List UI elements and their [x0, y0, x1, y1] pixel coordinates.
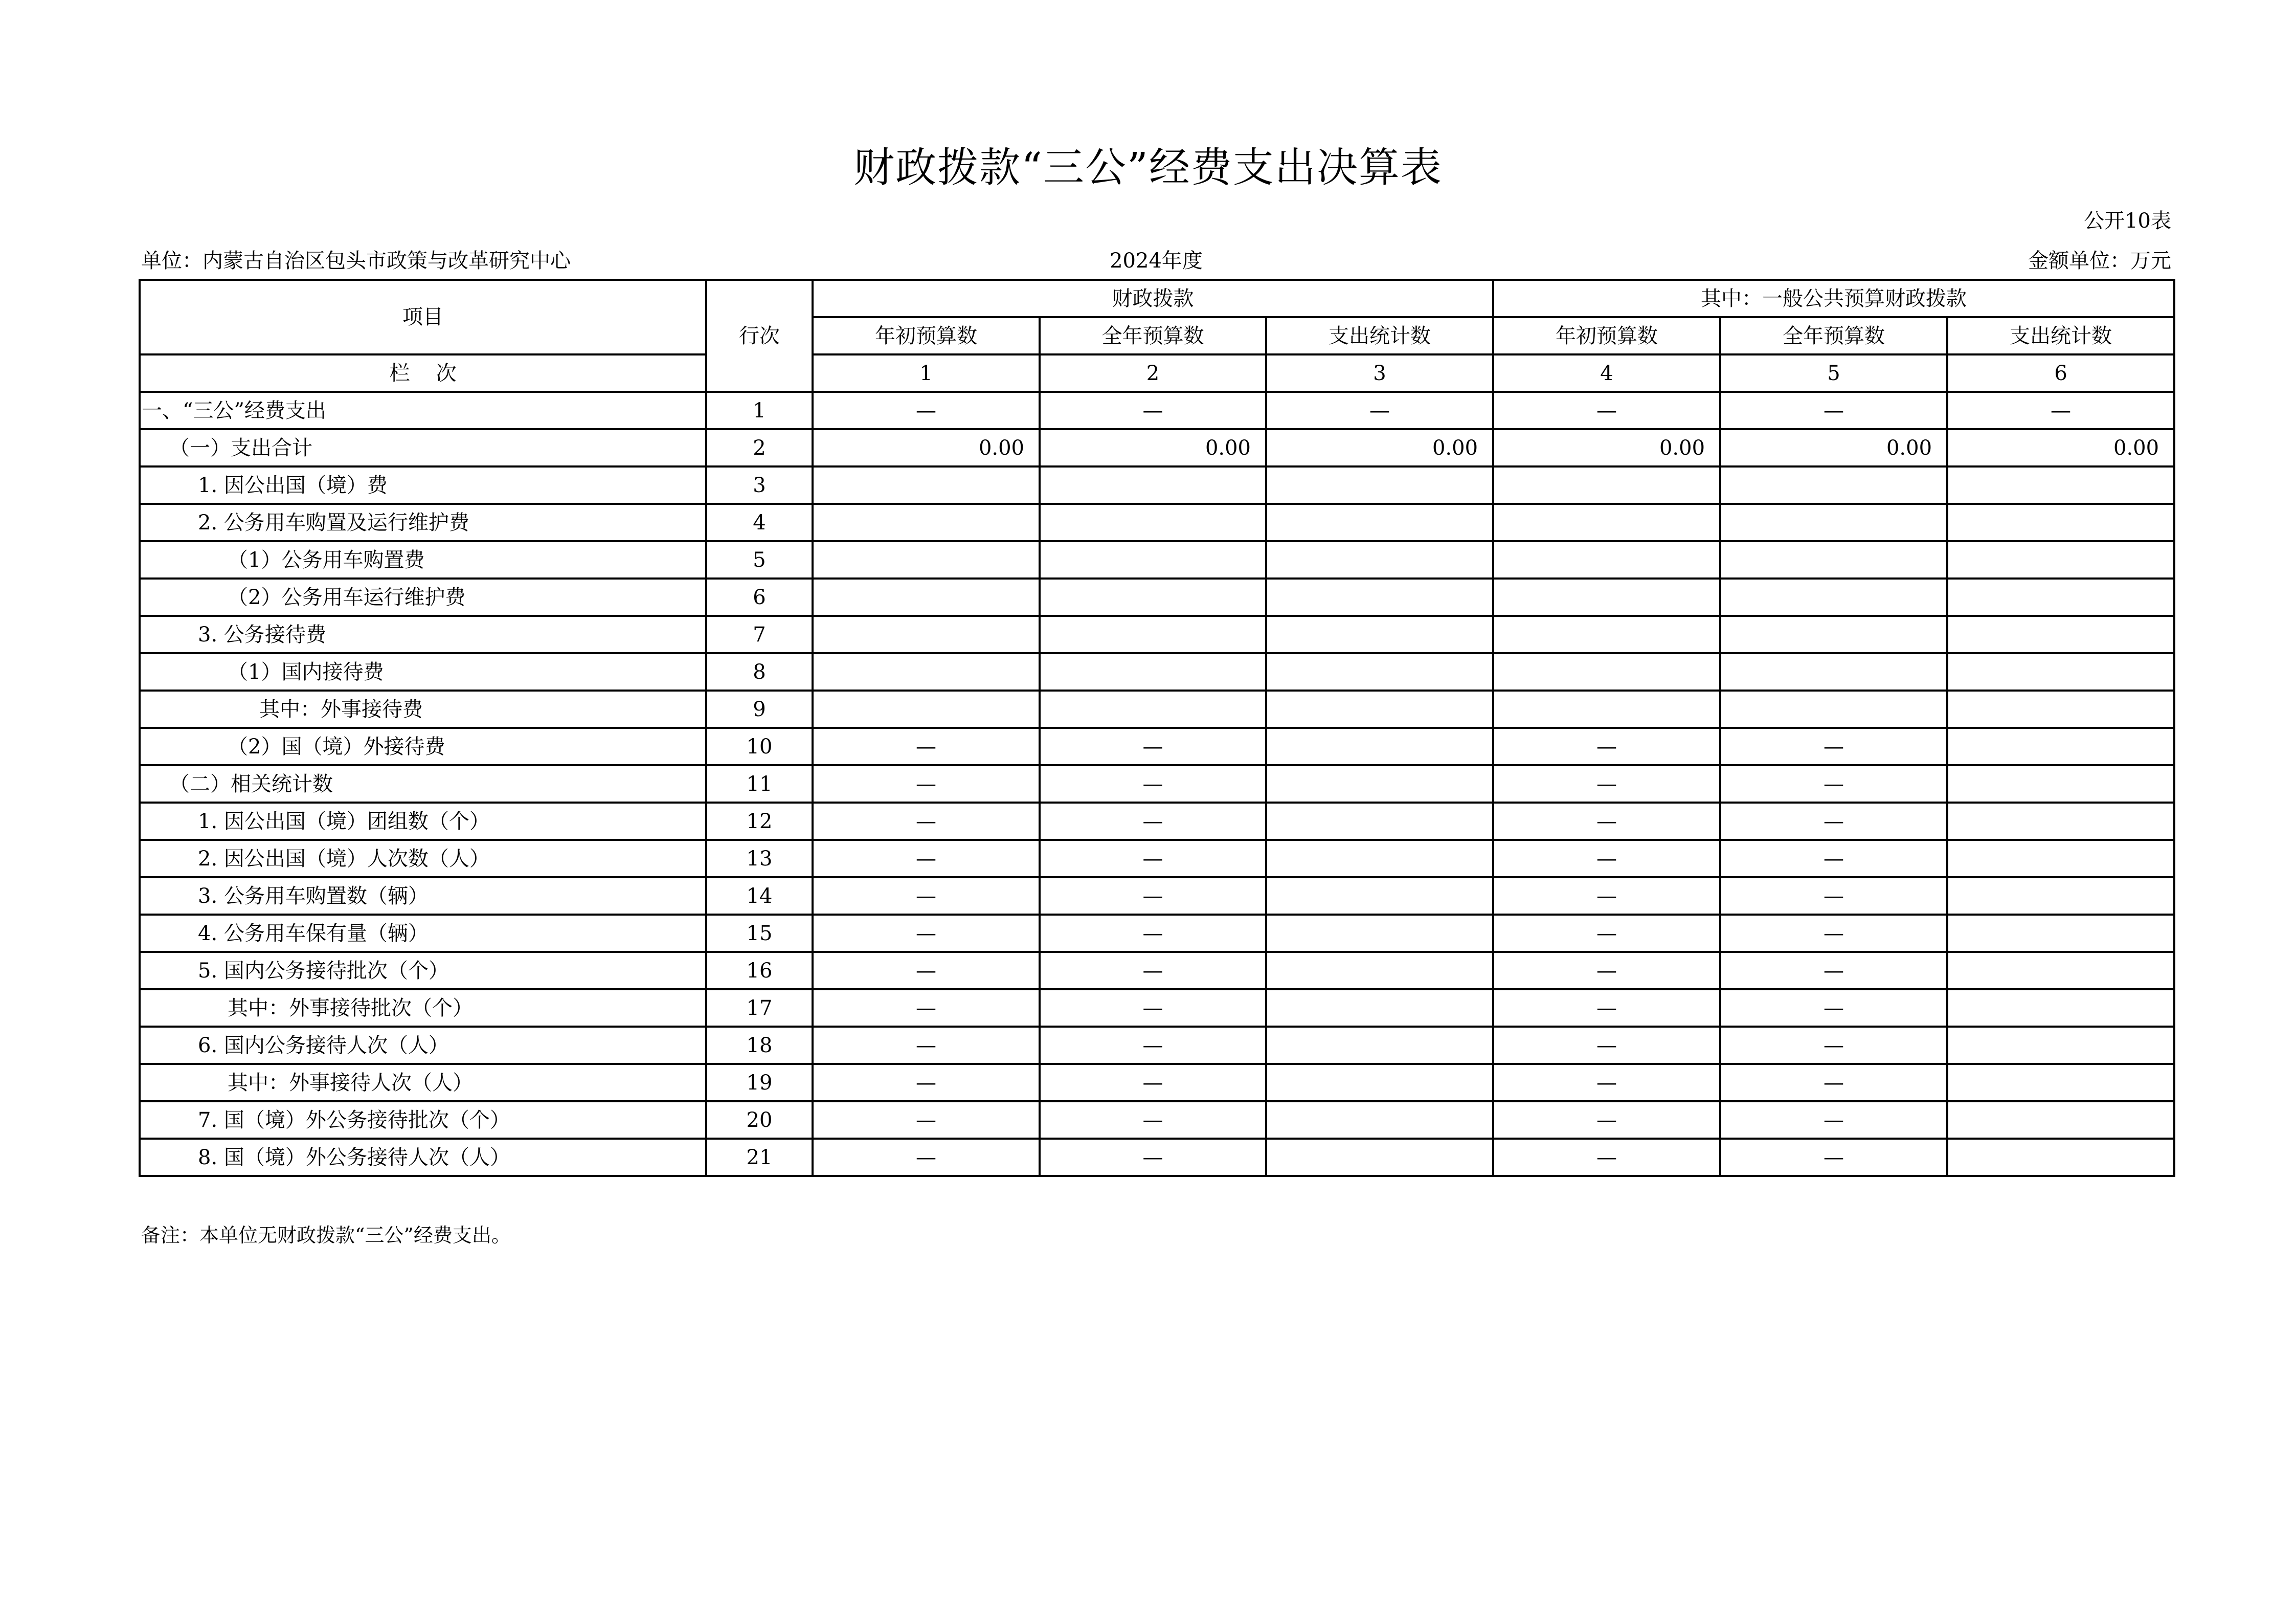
value-cell	[1947, 989, 2174, 1027]
value-cell	[1947, 616, 2174, 653]
value-cell	[1947, 803, 2174, 840]
table-row	[140, 877, 2174, 915]
value-cell: —	[1720, 803, 1947, 840]
table-row	[140, 989, 2174, 1027]
value-cell	[1266, 803, 1493, 840]
table-row	[140, 504, 2174, 541]
row-label: 2. 公务用车购置及运行维护费	[140, 504, 706, 541]
row-number: 21	[706, 1139, 813, 1176]
value-cell	[1493, 616, 1720, 653]
value-cell: —	[1040, 803, 1266, 840]
row-label: 7. 国（境）外公务接待批次（个）	[140, 1101, 706, 1139]
value-cell: —	[1720, 1101, 1947, 1139]
value-cell	[1720, 579, 1947, 616]
value-cell: —	[1720, 1027, 1947, 1064]
header-col-4: 年初预算数	[1493, 317, 1720, 354]
year-label: 2024年度	[1110, 249, 1203, 273]
value-cell	[1266, 579, 1493, 616]
value-cell	[1947, 1101, 2174, 1139]
value-cell: —	[813, 728, 1040, 765]
value-cell	[813, 653, 1040, 691]
value-cell	[813, 466, 1040, 504]
value-cell	[1720, 691, 1947, 728]
value-cell	[1040, 541, 1266, 579]
value-cell	[813, 504, 1040, 541]
value-cell: —	[1040, 915, 1266, 952]
value-cell: —	[1493, 1027, 1720, 1064]
value-cell: —	[1266, 392, 1493, 429]
row-number: 17	[706, 989, 813, 1027]
row-label: 2. 因公出国（境）人次数（人）	[140, 840, 706, 877]
row-label: 5. 国内公务接待批次（个）	[140, 952, 706, 989]
row-label: 一、“三公”经费支出	[140, 392, 706, 429]
value-cell	[1266, 541, 1493, 579]
value-cell: —	[1493, 803, 1720, 840]
meta-row	[141, 247, 2171, 275]
unit-label: 单位：内蒙古自治区包头市政策与改革研究中心	[141, 249, 571, 273]
row-label: 6. 国内公务接待人次（人）	[140, 1027, 706, 1064]
table-row	[140, 803, 2174, 840]
value-cell	[1947, 504, 2174, 541]
row-number: 7	[706, 616, 813, 653]
value-cell: —	[1493, 1139, 1720, 1176]
header-group-fiscal: 财政拨款	[813, 280, 1493, 317]
value-cell: —	[1720, 728, 1947, 765]
value-cell	[1266, 1064, 1493, 1101]
page-title: 财政拨款“三公”经费支出决算表	[853, 144, 1443, 191]
value-cell: —	[1947, 392, 2174, 429]
col-num-3: 3	[1266, 354, 1493, 392]
value-cell	[1040, 691, 1266, 728]
row-label: 其中：外事接待批次（个）	[140, 989, 706, 1027]
row-number: 11	[706, 765, 813, 803]
value-cell: —	[1040, 1139, 1266, 1176]
row-label: （二）相关统计数	[140, 765, 706, 803]
value-cell: —	[813, 1139, 1040, 1176]
amount-unit-label: 金额单位：万元	[2028, 249, 2171, 273]
value-cell	[1266, 653, 1493, 691]
value-cell	[1040, 653, 1266, 691]
value-cell: —	[1493, 392, 1720, 429]
table-row	[140, 392, 2174, 429]
row-label: （1）公务用车购置费	[140, 541, 706, 579]
value-cell	[1720, 541, 1947, 579]
value-cell: 0.00	[1266, 429, 1493, 466]
row-number: 18	[706, 1027, 813, 1064]
header-row-no: 行次	[706, 280, 813, 392]
value-cell: —	[1720, 840, 1947, 877]
row-label: （1）国内接待费	[140, 653, 706, 691]
col-num-6: 6	[1947, 354, 2174, 392]
value-cell: —	[1493, 840, 1720, 877]
table-row	[140, 429, 2174, 466]
col-num-2: 2	[1040, 354, 1266, 392]
row-label: 4. 公务用车保有量（辆）	[140, 915, 706, 952]
value-cell: —	[1720, 765, 1947, 803]
row-label: 1. 因公出国（境）团组数（个）	[140, 803, 706, 840]
value-cell	[1947, 765, 2174, 803]
row-label: 8. 国（境）外公务接待人次（人）	[140, 1139, 706, 1176]
row-number: 9	[706, 691, 813, 728]
table-row	[140, 616, 2174, 653]
table-row	[140, 1064, 2174, 1101]
value-cell	[1266, 691, 1493, 728]
value-cell: —	[813, 765, 1040, 803]
row-number: 16	[706, 952, 813, 989]
value-cell	[1266, 915, 1493, 952]
header-row-3	[140, 354, 2174, 392]
value-cell: —	[813, 952, 1040, 989]
value-cell: —	[1040, 392, 1266, 429]
table-row	[140, 653, 2174, 691]
table-row	[140, 579, 2174, 616]
table-row	[140, 1027, 2174, 1064]
row-number: 12	[706, 803, 813, 840]
form-number: 公开10表	[2084, 209, 2171, 233]
table-row	[140, 541, 2174, 579]
value-cell	[1720, 616, 1947, 653]
value-cell: —	[813, 915, 1040, 952]
value-cell	[1493, 504, 1720, 541]
value-cell	[1266, 952, 1493, 989]
value-cell: —	[813, 803, 1040, 840]
expense-table	[139, 279, 2175, 1177]
table-row	[140, 691, 2174, 728]
col-num-5: 5	[1720, 354, 1947, 392]
value-cell	[1266, 504, 1493, 541]
value-cell	[1266, 765, 1493, 803]
value-cell: —	[1493, 1101, 1720, 1139]
value-cell	[1720, 466, 1947, 504]
row-number: 14	[706, 877, 813, 915]
row-label: （一）支出合计	[140, 429, 706, 466]
value-cell: —	[1720, 1064, 1947, 1101]
value-cell	[1266, 1139, 1493, 1176]
value-cell	[1266, 616, 1493, 653]
header-col-6: 支出统计数	[1947, 317, 2174, 354]
value-cell: —	[1493, 728, 1720, 765]
value-cell	[1947, 541, 2174, 579]
value-cell	[1266, 728, 1493, 765]
table-row	[140, 728, 2174, 765]
row-number: 20	[706, 1101, 813, 1139]
value-cell	[1947, 1027, 2174, 1064]
row-number: 10	[706, 728, 813, 765]
value-cell	[1947, 653, 2174, 691]
row-label: 3. 公务用车购置数（辆）	[140, 877, 706, 915]
header-row-1	[140, 280, 2174, 317]
row-number: 1	[706, 392, 813, 429]
row-number: 2	[706, 429, 813, 466]
value-cell: —	[1720, 952, 1947, 989]
value-cell: —	[1040, 765, 1266, 803]
value-cell: —	[1040, 1064, 1266, 1101]
value-cell	[1266, 877, 1493, 915]
value-cell	[1947, 728, 2174, 765]
row-number: 5	[706, 541, 813, 579]
row-label: （2）公务用车运行维护费	[140, 579, 706, 616]
table-row	[140, 765, 2174, 803]
value-cell	[1947, 952, 2174, 989]
value-cell: —	[1493, 989, 1720, 1027]
value-cell: —	[1720, 1139, 1947, 1176]
value-cell: —	[1493, 915, 1720, 952]
row-label: 1. 因公出国（境）费	[140, 466, 706, 504]
value-cell: —	[1493, 952, 1720, 989]
header-col-2: 全年预算数	[1040, 317, 1266, 354]
value-cell: —	[1493, 765, 1720, 803]
table-row	[140, 952, 2174, 989]
row-number: 4	[706, 504, 813, 541]
value-cell	[1947, 877, 2174, 915]
value-cell	[1040, 616, 1266, 653]
value-cell: —	[1040, 728, 1266, 765]
value-cell	[1947, 691, 2174, 728]
value-cell: —	[813, 877, 1040, 915]
col-num-4: 4	[1493, 354, 1720, 392]
value-cell	[1720, 653, 1947, 691]
value-cell	[1266, 1027, 1493, 1064]
remark-note: 备注：本单位无财政拨款“三公”经费支出。	[141, 1224, 511, 1247]
row-number: 13	[706, 840, 813, 877]
value-cell: 0.00	[813, 429, 1040, 466]
value-cell: —	[1040, 952, 1266, 989]
value-cell: —	[813, 1064, 1040, 1101]
value-cell	[1493, 691, 1720, 728]
value-cell	[1040, 579, 1266, 616]
value-cell	[1493, 579, 1720, 616]
header-col-5: 全年预算数	[1720, 317, 1947, 354]
value-cell	[813, 541, 1040, 579]
value-cell	[1947, 915, 2174, 952]
value-cell: —	[1040, 989, 1266, 1027]
table-row	[140, 1139, 2174, 1176]
table-row	[140, 840, 2174, 877]
value-cell: —	[1493, 1064, 1720, 1101]
value-cell: —	[813, 840, 1040, 877]
value-cell: —	[813, 1101, 1040, 1139]
value-cell	[1493, 466, 1720, 504]
value-cell	[1947, 466, 2174, 504]
header-lanci: 栏 次	[140, 354, 706, 392]
value-cell: —	[1720, 915, 1947, 952]
value-cell: 0.00	[1720, 429, 1947, 466]
header-group-general: 其中：一般公共预算财政拨款	[1493, 280, 2174, 317]
value-cell	[1493, 541, 1720, 579]
col-num-1: 1	[813, 354, 1040, 392]
value-cell: 0.00	[1947, 429, 2174, 466]
row-label: 3. 公务接待费	[140, 616, 706, 653]
header-col-1: 年初预算数	[813, 317, 1040, 354]
value-cell: —	[813, 392, 1040, 429]
row-number: 3	[706, 466, 813, 504]
row-label: （2）国（境）外接待费	[140, 728, 706, 765]
row-number: 6	[706, 579, 813, 616]
value-cell	[1947, 1064, 2174, 1101]
value-cell	[813, 616, 1040, 653]
header-item: 项目	[140, 280, 706, 354]
value-cell	[1266, 989, 1493, 1027]
value-cell	[1266, 466, 1493, 504]
row-number: 19	[706, 1064, 813, 1101]
row-number: 15	[706, 915, 813, 952]
value-cell	[1493, 653, 1720, 691]
value-cell	[1040, 466, 1266, 504]
value-cell: —	[813, 989, 1040, 1027]
row-number: 8	[706, 653, 813, 691]
row-label: 其中：外事接待费	[140, 691, 706, 728]
value-cell	[1720, 504, 1947, 541]
value-cell	[1947, 840, 2174, 877]
table-row	[140, 915, 2174, 952]
value-cell: —	[1040, 877, 1266, 915]
value-cell: —	[1040, 840, 1266, 877]
value-cell: 0.00	[1040, 429, 1266, 466]
table-row	[140, 1101, 2174, 1139]
value-cell	[1266, 840, 1493, 877]
value-cell: 0.00	[1493, 429, 1720, 466]
value-cell	[1947, 579, 2174, 616]
value-cell: —	[1493, 877, 1720, 915]
value-cell: —	[1040, 1027, 1266, 1064]
table-row	[140, 466, 2174, 504]
value-cell	[1040, 504, 1266, 541]
value-cell: —	[1720, 392, 1947, 429]
value-cell	[813, 579, 1040, 616]
value-cell	[1947, 1139, 2174, 1176]
value-cell: —	[1720, 989, 1947, 1027]
value-cell	[1266, 1101, 1493, 1139]
row-label: 其中：外事接待人次（人）	[140, 1064, 706, 1101]
value-cell	[813, 691, 1040, 728]
header-col-3: 支出统计数	[1266, 317, 1493, 354]
value-cell: —	[1040, 1101, 1266, 1139]
value-cell: —	[1720, 877, 1947, 915]
value-cell: —	[813, 1027, 1040, 1064]
